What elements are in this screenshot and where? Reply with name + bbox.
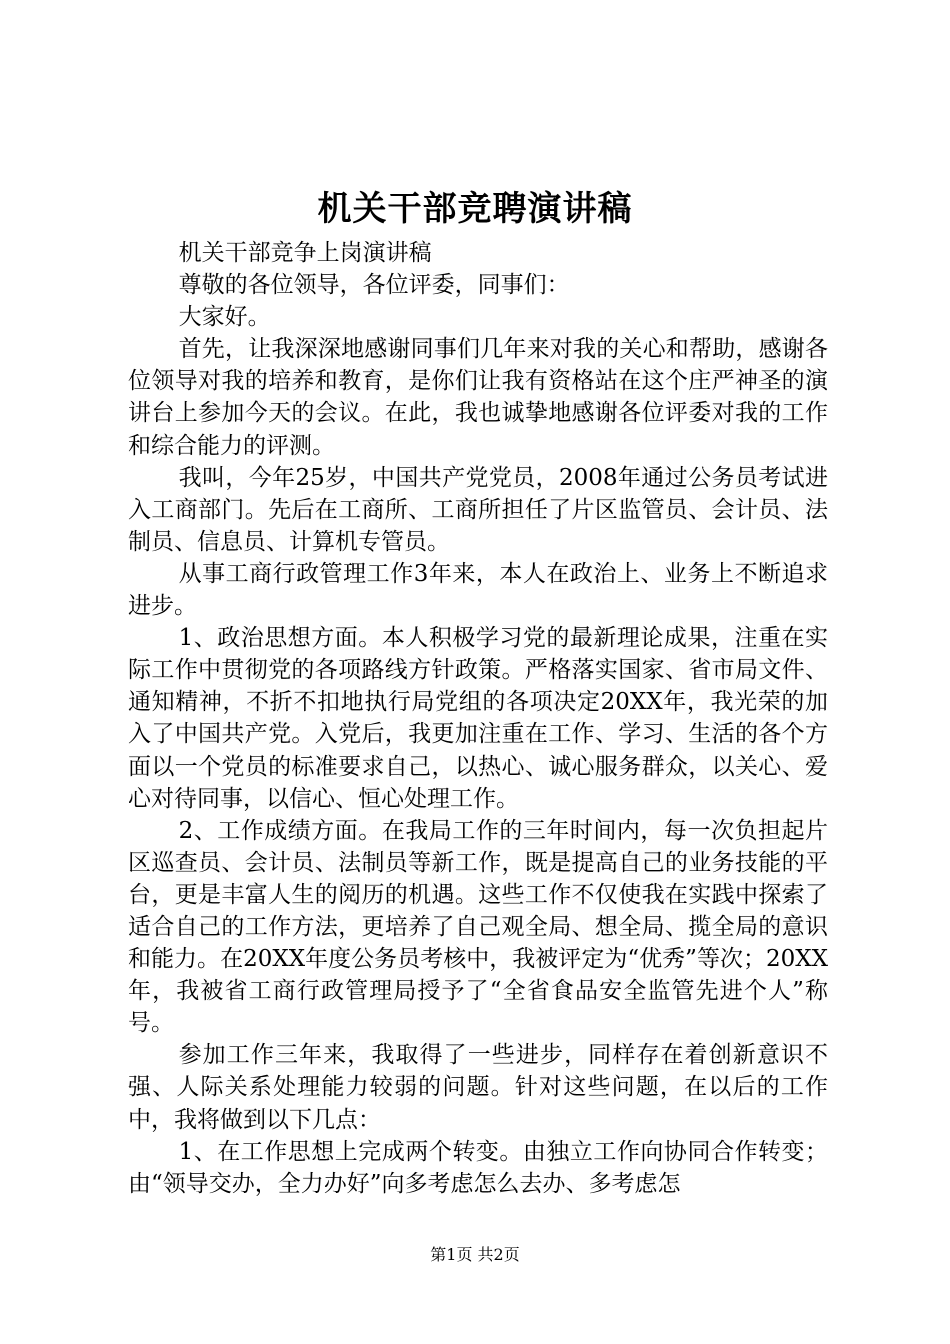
document-title: 机关干部竞聘演讲稿 — [317, 189, 633, 229]
paragraph-shortcomings: 参加工作三年来，我取得了一些进步，同样存在着创新意识不强、人际关系处理能力较弱的问题。针对这些问题，在以后的工作中，我将做到以下几点： — [128, 1042, 828, 1133]
paragraph-political: 1、政治思想方面。本人积极学习党的最新理论成果，注重在实际工作中贯彻党的各项路线方针政策。严格落实国家、省市局文件、通知精神，不折不扣地执行局党组的各项决定20XX年，我光荣的加入了中国共产党。入党后，我更加注重在工作、学习、生活的各个方面以一个党员的标准要求自己，以热心、诚心服务群众，以关心、爱心对待同事，以信心、恒心处理工作。 — [128, 625, 828, 812]
paragraph-salutation: 尊敬的各位领导，各位评委，同事们： — [178, 272, 570, 299]
paragraph-greeting: 大家好。 — [178, 304, 271, 331]
page-footer: 第1页 共2页 — [430, 1245, 520, 1264]
paragraph-progress: 从事工商行政管理工作3年来，本人在政治上、业务上不断追求进步。 — [128, 560, 828, 620]
paragraph-achievements: 2、工作成绩方面。在我局工作的三年时间内，每一次负担起片区巡查员、会计员、法制员等新工作，既是提高自己的业务技能的平台，更是丰富人生的阅历的机遇。这些工作不仅使我在实践中探索了适合自己的工作方法，更培养了自己观全局、想全局、揽全局的意识和能力。在20XX年度公务员考核中，我被评定为“优秀”等次；20XX年，我被省工商行政管理局授予了“全省食品安全监管先进个人”称号。 — [128, 817, 828, 1037]
document-body — [128, 237, 828, 1200]
paragraph-thanks: 首先，让我深深地感谢同事们几年来对我的关心和帮助，感谢各位领导对我的培养和教育，是你们让我有资格站在这个庄严神圣的演讲台上参加今天的会议。在此，我也诚挚地感谢各位评委对我的工作和综合能力的评测。 — [128, 336, 828, 459]
paragraph-plan-1: 1、在工作思想上完成两个转变。由独立工作向协同合作转变；由“领导交办，全力办好”向多考虑怎么去办、多考虑怎 — [128, 1138, 828, 1197]
paragraph-subtitle: 机关干部竞争上岗演讲稿 — [178, 240, 432, 266]
paragraph-self-intro: 我叫，今年25岁，中国共产党党员，2008年通过公务员考试进入工商部门。先后在工商所、工商所担任了片区监管员、会计员、法制员、信息员、计算机专管员。 — [128, 464, 828, 555]
